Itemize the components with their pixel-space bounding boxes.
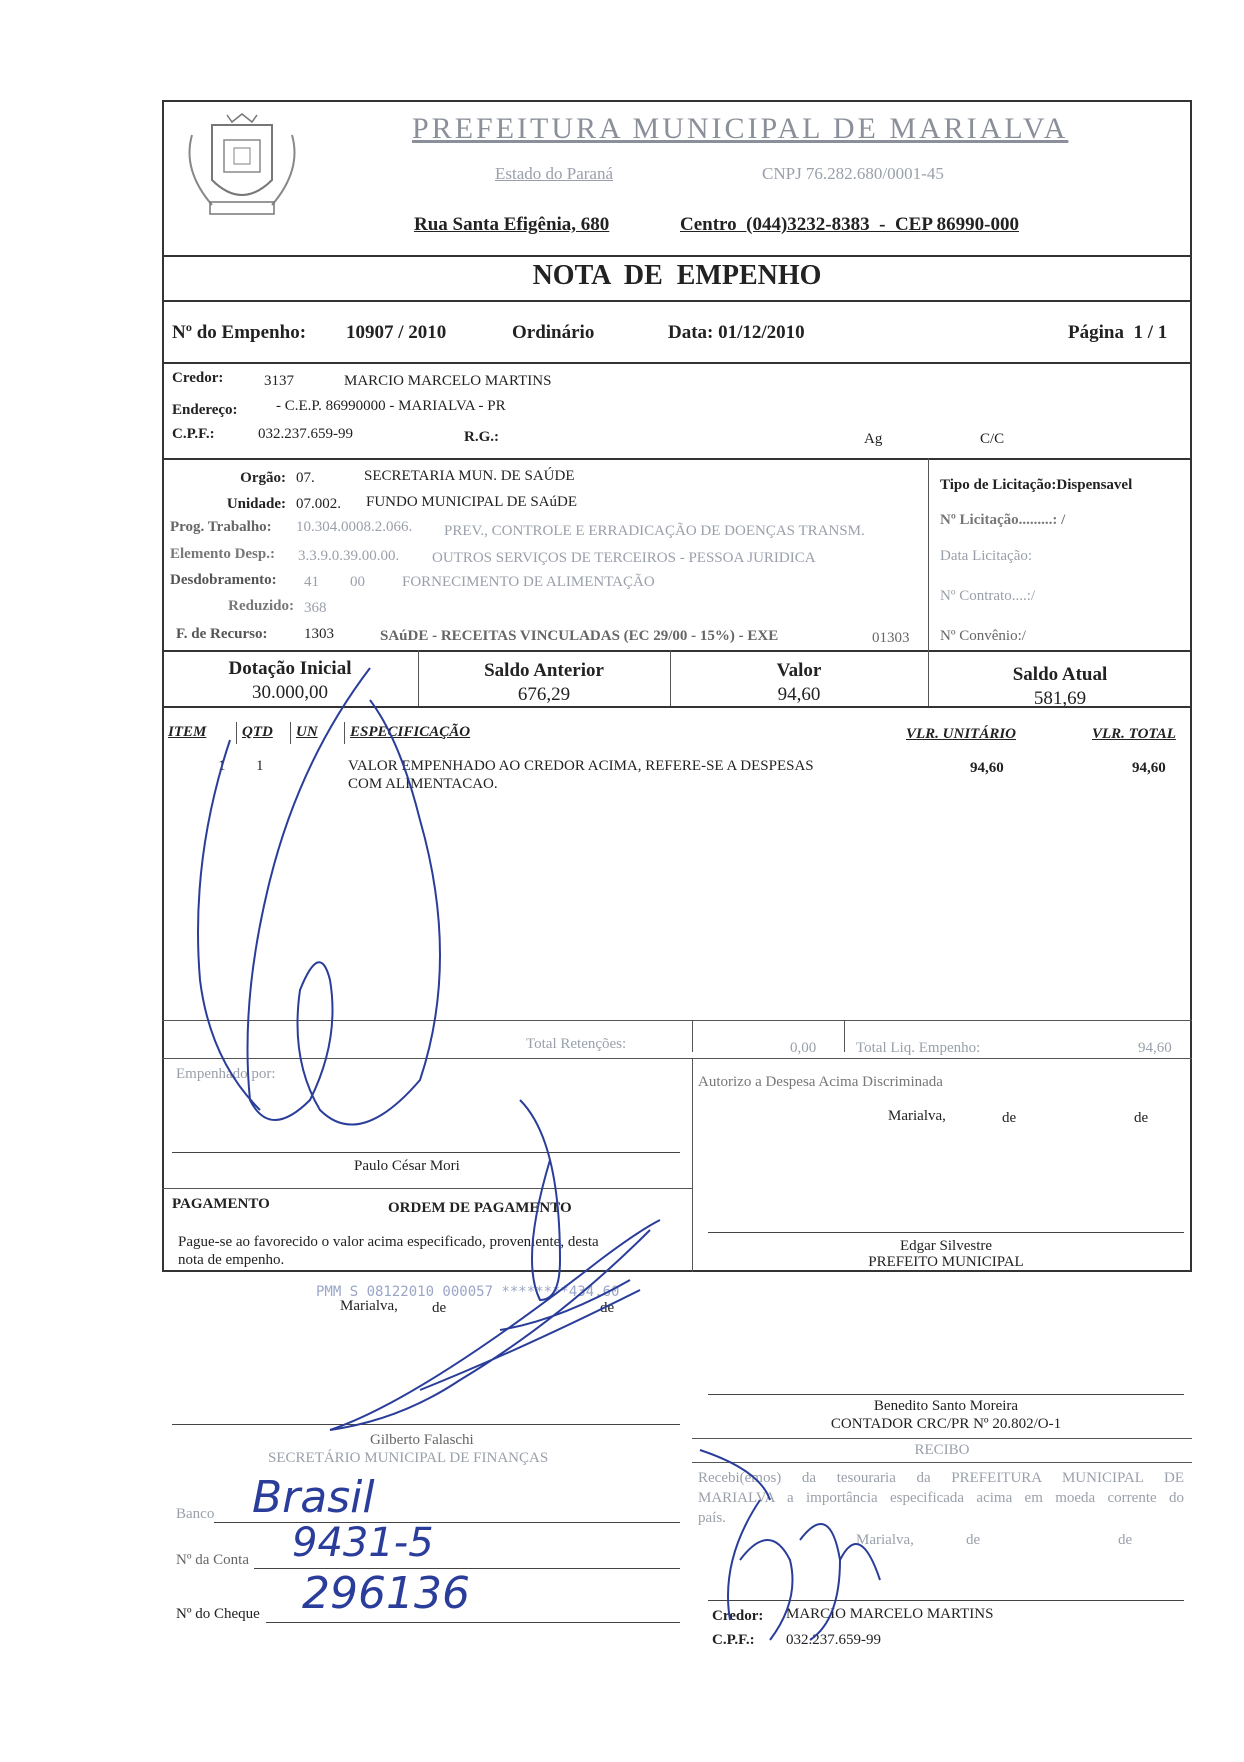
contract-number: Nº Contrato....:/	[940, 588, 1036, 604]
pagamento-text-2: nota de empenho.	[178, 1252, 285, 1268]
recibo-text-1: Recebi(emos) da tesouraria da PREFEITURA MUNICIPAL DE	[698, 1470, 1184, 1486]
credor-cpf: 032.237.659-99	[258, 426, 353, 442]
recibo-title: RECIBO	[914, 1442, 970, 1458]
convenio-number: Nº Convênio:/	[940, 628, 1026, 644]
recurso-name: SAúDE - RECEITAS VINCULADAS (EC 29/00 - 15%) - EXE	[380, 628, 779, 644]
unidade-name: FUNDO MUNICIPAL DE SAúDE	[366, 494, 577, 510]
saldo-anterior-label: Saldo Anterior	[484, 660, 604, 681]
pagamento-label: PAGAMENTO	[172, 1196, 270, 1212]
valor-label: Valor	[776, 660, 822, 681]
unidade-label: Unidade:	[226, 496, 286, 512]
cheque-label: Nº do Cheque	[176, 1606, 260, 1622]
prefeito-title: PREFEITO MUNICIPAL	[868, 1254, 1024, 1270]
cc-label: C/C	[980, 431, 1005, 447]
saldo-atual-value: 581,69	[1033, 688, 1087, 709]
page-number: Página 1 / 1	[1068, 322, 1168, 343]
banco-label: Banco	[176, 1506, 215, 1522]
org-title: PREFEITURA MUNICIPAL DE MARIALVA	[412, 112, 1069, 145]
item-description-line1: VALOR EMPENHADO AO CREDOR ACIMA, REFERE-SE A DESPESAS	[348, 758, 814, 774]
col-qtd: QTD	[242, 724, 273, 740]
reduzido-code: 368	[304, 600, 327, 616]
dotacao-label: Dotação Inicial	[228, 658, 352, 679]
col-item: ITEM	[168, 724, 207, 740]
saldo-atual-label: Saldo Atual	[1012, 664, 1108, 685]
col-especificacao: ESPECIFICAÇÃO	[350, 724, 471, 740]
recurso-ref: 01303	[872, 630, 910, 646]
recibo-cpf-value: 032.237.659-99	[786, 1632, 881, 1648]
desdobramento-name: FORNECIMENTO DE ALIMENTAÇÃO	[402, 574, 655, 590]
saldo-anterior-value: 676,29	[517, 684, 571, 705]
licitacao-date: Data Licitação:	[940, 548, 1033, 564]
credor-code: 3137	[264, 373, 294, 389]
retencoes-label: Total Retenções:	[526, 1036, 627, 1052]
recibo-cpf-label: C.P.F.:	[712, 1632, 755, 1648]
document-title: NOTA DE EMPENHO	[532, 260, 822, 291]
elemento-code: 3.3.9.0.39.00.00.	[298, 548, 400, 564]
elemento-name: OUTROS SERVIÇOS DE TERCEIROS - PESSOA JURIDICA	[432, 550, 816, 566]
item-qtd: 1	[256, 758, 264, 774]
contador-title: CONTADOR CRC/PR Nº 20.802/O-1	[830, 1416, 1062, 1432]
recurso-label: F. de Recurso:	[176, 626, 268, 642]
orgao-code: 07.	[296, 470, 315, 486]
recibo-text-3: país.	[698, 1510, 726, 1526]
recibo-credor-label: Credor:	[712, 1608, 764, 1624]
secretario-name: Gilberto Falaschi	[370, 1432, 474, 1448]
recurso-code: 1303	[304, 626, 334, 642]
desdobramento-code: 41	[304, 574, 319, 590]
rg-label: R.G.:	[464, 429, 499, 445]
credor-address: - C.E.P. 86990000 - MARIALVA - PR	[276, 398, 506, 414]
autorizo-city: Marialva,	[888, 1108, 946, 1124]
autorizo-de-2: de	[1134, 1110, 1149, 1126]
recibo-city: Marialva,	[856, 1532, 914, 1548]
item-total-value: 94,60	[1132, 760, 1166, 776]
orgao-label: Orgão:	[240, 470, 286, 486]
col-total-value: VLR. TOTAL	[1092, 726, 1176, 742]
desdobramento-label: Desdobramento:	[170, 572, 277, 588]
ag-label: Ag	[864, 431, 883, 447]
desdobramento-sub: 00	[350, 574, 365, 590]
unidade-code: 07.002.	[296, 496, 341, 512]
recibo-credor-name: MARCIO MARCELO MARTINS	[786, 1606, 994, 1622]
empenho-label: Nº do Empenho:	[172, 322, 307, 343]
empenho-type: Ordinário	[512, 322, 595, 343]
autorizo-de-1: de	[1002, 1110, 1017, 1126]
pagamento-city: Marialva,	[340, 1298, 398, 1314]
retencoes-value: 0,00	[790, 1040, 817, 1056]
dotacao-value: 30.000,00	[252, 682, 328, 703]
credor-label: Credor:	[172, 370, 224, 386]
ordem-pagamento-label: ORDEM DE PAGAMENTO	[388, 1200, 572, 1216]
elemento-label: Elemento Desp.:	[170, 546, 275, 562]
licitacao-type: Tipo de Licitação:Dispensavel	[940, 477, 1133, 493]
org-address: Centro (044)3232-8383 - CEP 86990-000	[680, 214, 1019, 235]
prog-name: PREV., CONTROLE E ERRADICAÇÃO DE DOENÇAS TRANSM.	[444, 523, 865, 539]
item-description-line2: COM ALIMENTACAO.	[348, 776, 498, 792]
credor-name: MARCIO MARCELO MARTINS	[344, 373, 552, 389]
conta-handwritten: 9431-5	[292, 1520, 434, 1566]
org-state: Estado do Paraná	[495, 164, 614, 183]
col-unit-value: VLR. UNITÁRIO	[906, 726, 1017, 742]
prog-label: Prog. Trabalho:	[170, 519, 272, 535]
item-number: 1	[218, 758, 226, 774]
orgao-name: SECRETARIA MUN. DE SAÚDE	[364, 468, 575, 484]
col-un: UN	[296, 724, 318, 740]
conta-label: Nº da Conta	[176, 1552, 249, 1568]
valor-value: 94,60	[777, 684, 821, 705]
contador-name: Benedito Santo Moreira	[873, 1398, 1019, 1414]
item-unit-value: 94,60	[970, 760, 1004, 776]
pagamento-de-2: de	[600, 1300, 615, 1316]
recibo-de-1: de	[966, 1532, 981, 1548]
empenhado-por-label: Empenhado por:	[176, 1066, 276, 1082]
prog-code: 10.304.0008.2.066.	[296, 519, 413, 535]
liquido-label: Total Liq. Empenho:	[856, 1040, 981, 1056]
cheque-handwritten: 296136	[302, 1568, 470, 1619]
cpf-label: C.P.F.:	[172, 426, 215, 442]
reduzido-label: Reduzido:	[228, 598, 294, 614]
licitacao-number: Nº Licitação.........: /	[940, 512, 1066, 528]
liquido-value: 94,60	[1138, 1040, 1172, 1056]
secretario-title: SECRETÁRIO MUNICIPAL DE FINANÇAS	[268, 1450, 549, 1466]
org-cnpj: CNPJ 76.282.680/0001-45	[762, 164, 944, 183]
prefeito-name: Edgar Silvestre	[899, 1238, 993, 1254]
autorizo-text: Autorizo a Despesa Acima Discriminada	[698, 1074, 943, 1090]
pagamento-text-1: Pague-se ao favorecido o valor acima especificado, proveniente, desta	[178, 1234, 599, 1250]
recibo-de-2: de	[1118, 1532, 1133, 1548]
recibo-text-2: MARIALVA a importância especificada acima em moeda corrente do	[698, 1490, 1184, 1506]
empenho-date: Data: 01/12/2010	[668, 322, 805, 343]
banco-handwritten: Brasil	[252, 1472, 375, 1523]
empenho-number: 10907 / 2010	[346, 322, 447, 343]
print-stamp: PMM S 08122010 000057 ********434,60	[316, 1284, 620, 1300]
pagamento-de-1: de	[432, 1300, 447, 1316]
empenhado-por-name: Paulo César Mori	[354, 1158, 460, 1174]
org-street: Rua Santa Efigênia, 680	[414, 214, 610, 235]
address-label: Endereço:	[172, 402, 238, 418]
